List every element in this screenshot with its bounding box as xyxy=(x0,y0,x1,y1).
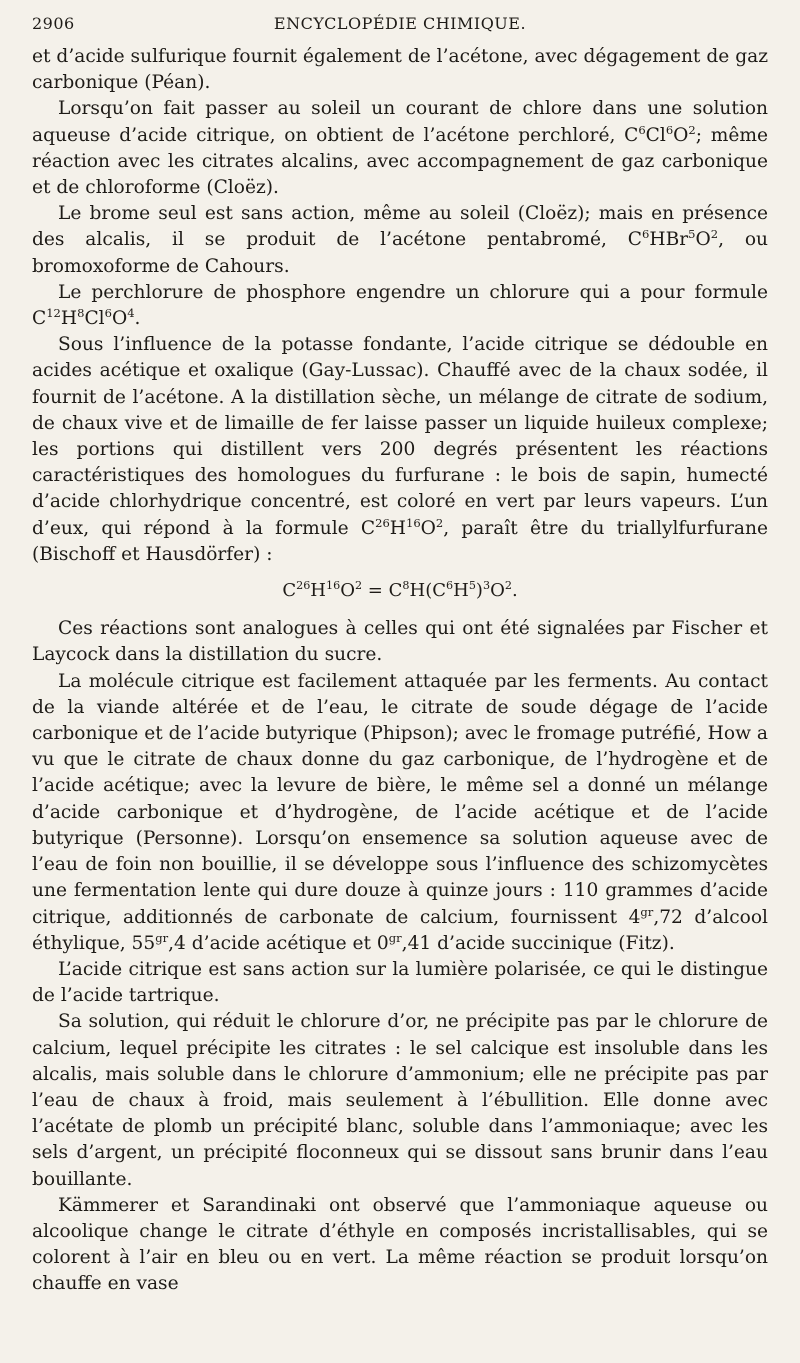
paragraph-7: La molécule citrique est facilement attaquée par les ferments. Au contact de la viande altérée et de l’eau, le citrate de soude dégage de l’acide carbonique et de l’acide butyrique (Phipson); avec le fromage putréfié, How a vu que le citrate de chaux donne du gaz carbonique, de l’hydrogène et de l’acide acétique; avec la levure de bière, le même sel a donné un mélange d’acide carbonique et d’hydrogène, de l’acide acétique et de l’acide butyrique (Personne). Lorsqu’on ensemence sa solution aqueuse avec de l’eau de foin non bouillie, il se développe sous l’influence des schizomycètes une fermentation lente qui dure douze à quinze jours : 110 grammes d’acide citrique, additionnés de carbonate de calcium, fournissent $4^{gr},72$ d’alcool éthylique, $55^{gr},4$ d’acide acétique et $0^{gr},41$ d’acide succinique (Fitz). xyxy=(32,670,768,954)
paragraph-9: Sa solution, qui réduit le chlorure d’or, ne précipite pas par le chlorure de calcium, lequel précipite les citrates : le sel calcique est insoluble dans les alcalis, mais soluble dans le chlorure d’ammonium; elle ne précipite pas par l’eau de chaux à froid, mais seulement à l’ébullition. Elle donne avec l’acétate de plomb un précipité blanc, soluble dans l’ammoniaque; avec les sels d’argent, un précipité floconneux qui se dissout sans brunir dans l’eau bouillante. xyxy=(32,1011,768,1190)
paragraph-10: Kämmerer et Sarandinaki ont observé que l’ammoniaque aqueuse ou alcoolique change le citrate d’éthyle en composés incristallisables, qui se colorent à l’air en bleu ou en vert. La même réaction se produit lorsqu’on chauffe en vase xyxy=(32,1194,768,1295)
running-title: ENCYCLOPÉDIE CHIMIQUE. xyxy=(273,14,527,33)
paragraph-6: Ces réactions sont analogues à celles qui ont été signalées par Fischer et Laycock dans la distillation du sucre. xyxy=(32,618,768,666)
page-body xyxy=(32,44,768,1298)
page-header xyxy=(32,14,768,44)
paragraph-1: et d’acide sulfurique fournit également de l’acétone, avec dégagement de gaz carbonique (Péan). xyxy=(32,46,768,94)
chemical-formula: $C^{26}H^{16}O^2 = C^8H(C^6H^5)^3O^2$. xyxy=(282,579,518,602)
paragraph-2: Lorsqu’on fait passer au soleil un courant de chlore dans une solution aqueuse d’acide citrique, on obtient de l’acétone perchloré, $C^6Cl^6O^2$; même réaction avec les citrates alcalins, avec accompagnement de gaz carbonique et de chloroforme (Cloëz). xyxy=(32,98,768,199)
paragraph-8: L’acide citrique est sans action sur la lumière polarisée, ce qui le distingue de l’acide tartrique. xyxy=(32,958,768,1007)
paragraph-4: Le perchlorure de phosphore engendre un chlorure qui a pour formule $C^{12}H^8Cl^6O^4$. xyxy=(32,281,768,330)
paragraph-3: Le brome seul est sans action, même au soleil (Cloëz); mais en présence des alcalis, il se produit de l’acétone pentabromé, $C^6HBr^5O^2$, ou bromoxoforme de Cahours. xyxy=(32,203,769,277)
paragraph-5: Sous l’influence de la potasse fondante, l’acide citrique se dédouble en acides acétique et oxalique (Gay-Lussac). Chauffé avec de la chaux sodée, il fournit de l’acétone. A la distillation sèche, un mélange de citrate de sodium, de chaux vive et de limaille de fer laisse passer un liquide huileux complexe; les portions qui distillent vers 200 degrés présentent les réactions caractéristiques des homologues du furfurane : le bois de sapin, humecté d’acide chlorhydrique concentré, est coloré en vert par leurs vapeurs. L’un d’eux, qui répond à la formule $C^{26}H^{16}O^2$, paraît être du triallylfurfurane (Bischoff et Hausdörfer) : xyxy=(32,334,768,565)
page-number: 2906 xyxy=(32,14,75,33)
